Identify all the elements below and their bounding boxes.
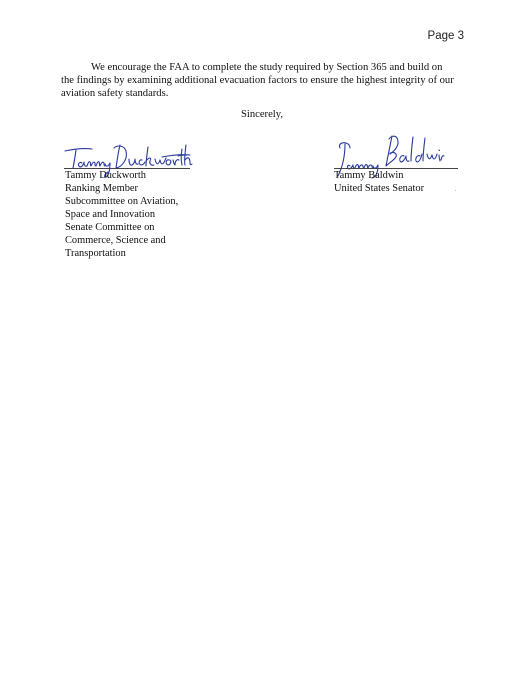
scan-speck bbox=[455, 190, 456, 191]
signer-title-line: Senate Committee on bbox=[65, 222, 155, 233]
signer-block-duckworth bbox=[65, 169, 195, 260]
signer-title-line: Space and Innovation bbox=[65, 209, 156, 220]
signer-title-line: United States Senator bbox=[334, 183, 425, 194]
signer-title-line: Ranking Member bbox=[65, 183, 139, 194]
closing-salutation: Sincerely, bbox=[241, 109, 283, 120]
signer-name: Tammy Duckworth bbox=[65, 170, 146, 181]
signer-block-baldwin bbox=[334, 169, 464, 195]
signer-title-line: Subcommittee on Aviation, bbox=[65, 196, 179, 207]
page-number: Page 3 bbox=[427, 30, 464, 42]
signer-title-line: Commerce, Science and bbox=[65, 235, 166, 246]
signer-name: Tammy Baldwin bbox=[334, 170, 404, 181]
signer-title-line: Transportation bbox=[65, 248, 126, 259]
body-paragraph: We encourage the FAA to complete the study required by Section 365 and build on the findings by examining additional evacuation factors to ensure the highest integrity of our aviation safety standards. bbox=[61, 62, 454, 100]
